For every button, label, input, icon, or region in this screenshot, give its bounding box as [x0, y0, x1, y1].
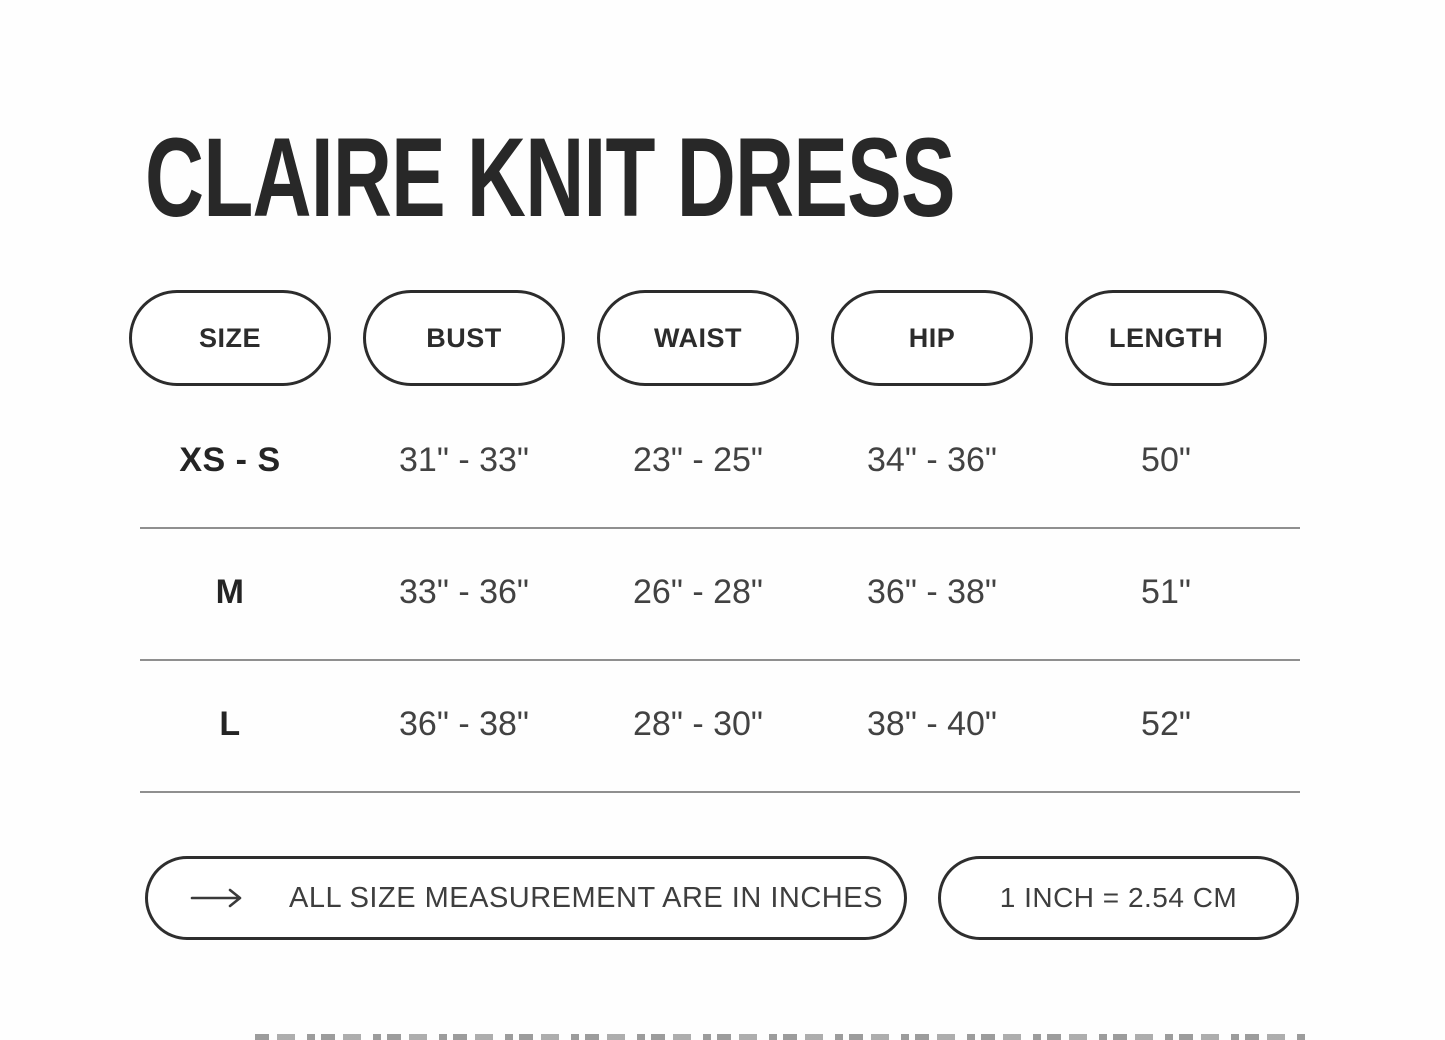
length-value: 51": [1141, 572, 1191, 611]
right-arrow-icon: [190, 885, 244, 911]
hip-value: 38" - 40": [867, 704, 997, 743]
waist-value: 23" - 25": [633, 440, 763, 479]
table-row: [113, 527, 1283, 657]
size-label-xs-s: XS - S: [179, 440, 281, 479]
size-label-l: L: [219, 704, 241, 743]
cutoff-text-strip: [255, 1034, 1310, 1040]
table-row: [113, 659, 1283, 789]
measurement-note-text: ALL SIZE MEASUREMENT ARE IN INCHES: [289, 881, 883, 914]
bust-value: 36" - 38": [399, 704, 529, 743]
column-header-length-label: LENGTH: [1109, 322, 1223, 353]
column-header-waist-label: WAIST: [654, 322, 742, 353]
column-header-hip: [831, 290, 1033, 386]
column-header-bust: [363, 290, 565, 386]
length-value: 52": [1141, 704, 1191, 743]
column-header-size-label: SIZE: [198, 322, 261, 353]
column-header-size: [129, 290, 331, 386]
size-label-m: M: [215, 572, 245, 611]
column-header-length: [1065, 290, 1267, 386]
row-divider: [140, 791, 1300, 793]
length-value: 50": [1141, 440, 1191, 479]
column-header-waist: [597, 290, 799, 386]
hip-value: 34" - 36": [867, 440, 997, 479]
column-header-hip-label: HIP: [908, 322, 956, 353]
bust-value: 31" - 33": [399, 440, 529, 479]
conversion-note-text: 1 INCH = 2.54 CM: [999, 882, 1238, 913]
measurement-note-pill: [145, 856, 907, 940]
column-header-row: [113, 290, 1283, 386]
hip-value: 36" - 38": [867, 572, 997, 611]
page-title: CLAIRE KNIT DRESS: [145, 115, 955, 240]
column-header-bust-label: BUST: [426, 322, 502, 353]
table-row: [113, 395, 1283, 525]
waist-value: 28" - 30": [633, 704, 763, 743]
conversion-note-pill: [938, 856, 1299, 940]
bust-value: 33" - 36": [399, 572, 529, 611]
waist-value: 26" - 28": [633, 572, 763, 611]
